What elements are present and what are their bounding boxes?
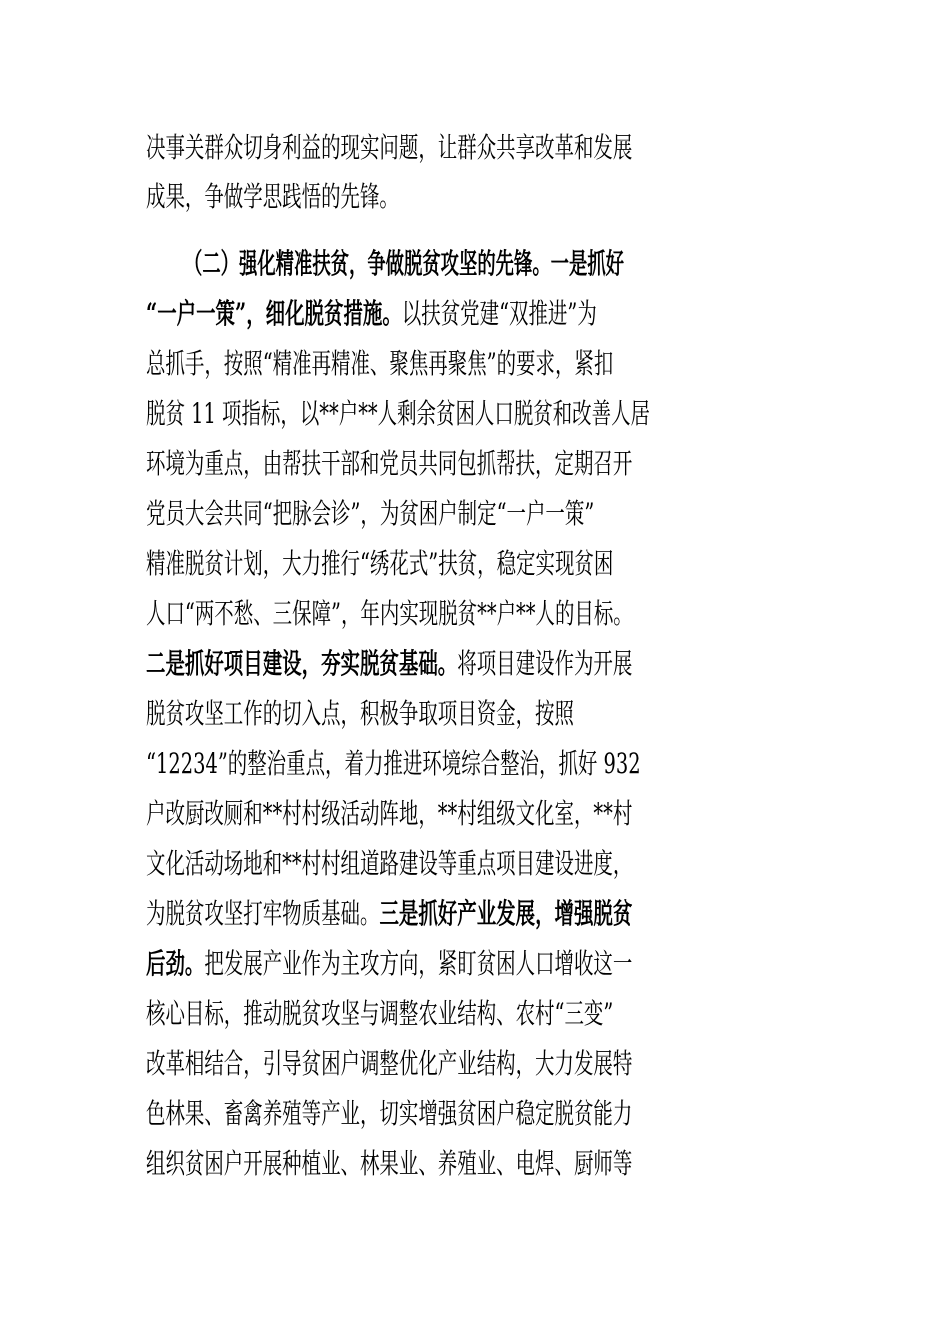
text-line <box>146 130 806 166</box>
bold-text-segment: （二）强化精准扶贫，争做脱贫攻坚的先锋。一是抓好 <box>184 247 624 280</box>
bold-text-segment: 三是抓好产业发展，增强脱贫 <box>379 897 633 930</box>
text-segment: “12234”的整治重点，着力推进环境综合整治，抓好 932 <box>146 747 641 780</box>
text-line <box>146 746 806 782</box>
text-line <box>146 796 806 832</box>
bold-text-segment: 后劲。 <box>146 947 205 980</box>
text-segment: 决事关群众切身利益的现实问题，让群众共享改革和发展 <box>146 131 633 164</box>
text-segment: 成果，争做学思践悟的先锋。 <box>146 180 399 213</box>
text-line <box>146 996 806 1032</box>
text-line <box>146 396 806 432</box>
text-line <box>146 1146 806 1182</box>
text-segment: 核心目标，推动脱贫攻坚与调整农业结构、农村“三变” <box>146 997 614 1030</box>
text-segment: 总抓手，按照“精准再精准、聚焦再聚焦”的要求，紧扣 <box>146 347 614 380</box>
text-segment: 脱贫 11 项指标，以**户**人剩余贫困人口脱贫和改善人居 <box>146 397 650 430</box>
text-line <box>146 596 806 632</box>
text-line <box>146 179 806 215</box>
text-segment: 精准脱贫计划，大力推行“绣花式”扶贫，稳定实现贫困 <box>146 547 614 580</box>
text-segment: 组织贫困户开展种植业、林果业、养殖业、电焊、厨师等 <box>146 1147 633 1180</box>
text-segment: 把发展产业作为主攻方向，紧盯贫困人口增收这一 <box>204 947 633 980</box>
text-line <box>146 846 806 882</box>
text-line <box>146 1046 806 1082</box>
text-segment: 脱贫攻坚工作的切入点，积极争取项目资金，按照 <box>146 697 574 730</box>
text-segment: 为脱贫攻坚打牢物质基础。 <box>146 897 380 930</box>
text-segment: 色林果、畜禽养殖等产业，切实增强贫困户稳定脱贫能力 <box>146 1097 633 1130</box>
text-line <box>146 346 806 382</box>
text-line <box>146 646 806 682</box>
bold-text-segment: 二是抓好项目建设，夯实脱贫基础。 <box>146 647 458 680</box>
text-segment: 户改厨改厕和**村村级活动阵地，**村组级文化室，**村 <box>146 797 633 830</box>
text-line <box>146 296 806 332</box>
text-line <box>146 696 806 732</box>
text-line <box>146 896 806 932</box>
text-segment: 人口“两不愁、三保障”，年内实现脱贫**户**人的目标。 <box>146 597 633 630</box>
text-segment: 改革相结合，引导贫困户调整优化产业结构，大力发展特 <box>146 1047 633 1080</box>
text-line <box>146 1096 806 1132</box>
text-line <box>146 496 806 532</box>
text-line <box>146 946 806 982</box>
text-segment: 文化活动场地和**村村组道路建设等重点项目建设进度， <box>146 847 633 880</box>
text-segment: 环境为重点，由帮扶干部和党员共同包抓帮扶，定期召开 <box>146 447 633 480</box>
text-line <box>146 546 806 582</box>
text-line <box>184 246 806 282</box>
bold-text-segment: “一户一策”，细化脱贫措施。 <box>146 297 402 330</box>
text-segment: 以扶贫党建“双推进”为 <box>401 297 597 330</box>
text-segment: 将项目建设作为开展 <box>457 647 633 680</box>
text-line <box>146 446 806 482</box>
text-segment: 党员大会共同“把脉会诊”，为贫困户制定“一户一策” <box>146 497 595 530</box>
